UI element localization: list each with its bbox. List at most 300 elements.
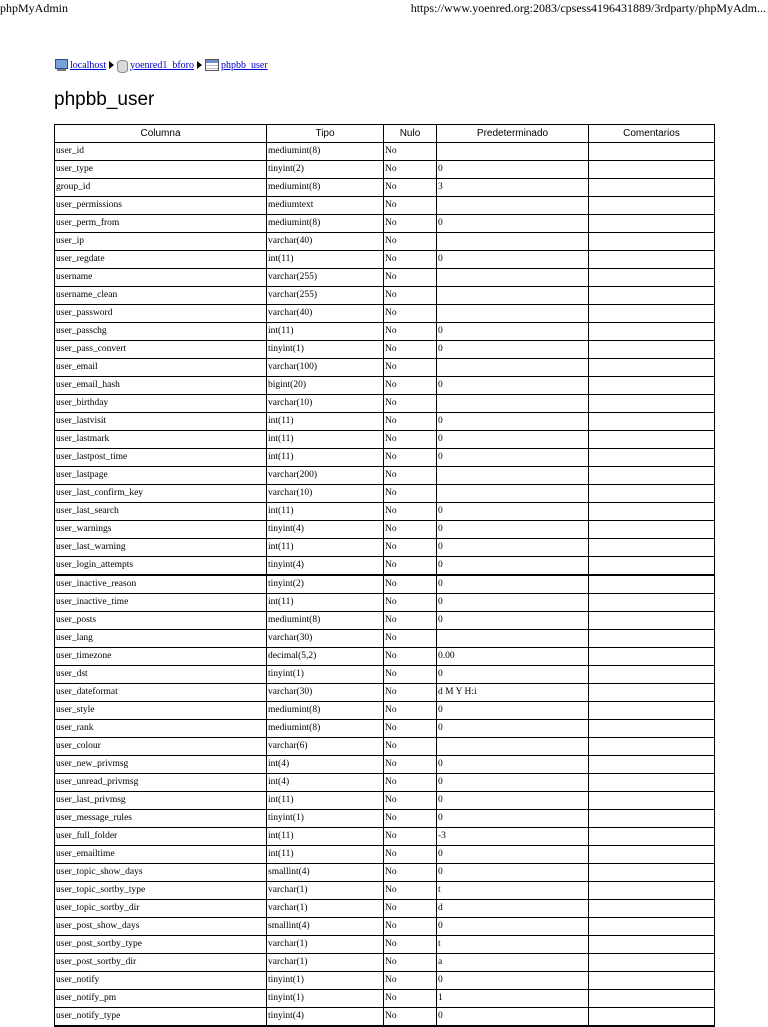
cell-columna: username_clean [55,287,267,305]
page-title: phpbb_user [54,89,155,110]
cell-tipo: int(4) [267,756,384,774]
cell-comentarios [589,377,715,395]
table-row [55,449,715,467]
cell-predeterminado: 0 [437,612,589,630]
cell-tipo: varchar(1) [267,936,384,954]
cell-tipo: int(11) [267,792,384,810]
cell-comentarios [589,936,715,954]
cell-comentarios [589,738,715,756]
header-nulo: Nulo [384,125,437,143]
cell-nulo: No [384,1008,437,1027]
cell-columna: user_notify_type [55,1008,267,1027]
cell-columna: user_warnings [55,521,267,539]
cell-tipo: tinyint(4) [267,1008,384,1027]
cell-comentarios [589,612,715,630]
cell-nulo: No [384,684,437,702]
cell-tipo: int(11) [267,323,384,341]
table-row [55,305,715,323]
cell-columna: user_password [55,305,267,323]
table-header-row [55,125,715,143]
cell-columna: user_post_show_days [55,918,267,936]
cell-nulo: No [384,431,437,449]
cell-comentarios [589,521,715,539]
cell-predeterminado: 0 [437,918,589,936]
cell-comentarios [589,431,715,449]
cell-columna: user_last_privmsg [55,792,267,810]
cell-nulo: No [384,359,437,377]
cell-comentarios [589,972,715,990]
cell-comentarios [589,774,715,792]
cell-tipo: mediumint(8) [267,179,384,197]
cell-nulo: No [384,630,437,648]
cell-columna: user_last_warning [55,539,267,557]
cell-comentarios [589,251,715,269]
cell-comentarios [589,792,715,810]
cell-comentarios [589,990,715,1008]
cell-tipo: tinyint(1) [267,666,384,684]
cell-nulo: No [384,900,437,918]
cell-columna: user_style [55,702,267,720]
table-row [55,377,715,395]
table-row [55,557,715,576]
cell-tipo: varchar(1) [267,882,384,900]
cell-tipo: int(11) [267,503,384,521]
table-row [55,612,715,630]
cell-nulo: No [384,774,437,792]
cell-nulo: No [384,864,437,882]
cell-columna: user_notify [55,972,267,990]
table-row [55,936,715,954]
table-row [55,179,715,197]
cell-comentarios [589,557,715,576]
table-row [55,810,715,828]
table-row [55,485,715,503]
cell-predeterminado: 0 [437,810,589,828]
cell-comentarios [589,179,715,197]
cell-tipo: int(11) [267,251,384,269]
cell-predeterminado [437,143,589,161]
cell-tipo: int(11) [267,828,384,846]
cell-nulo: No [384,179,437,197]
columns-table [54,124,715,1027]
cell-tipo: varchar(10) [267,395,384,413]
cell-predeterminado [437,630,589,648]
cell-tipo: mediumint(8) [267,702,384,720]
table-row [55,756,715,774]
cell-predeterminado: 0 [437,666,589,684]
cell-tipo: mediumint(8) [267,215,384,233]
cell-tipo: tinyint(1) [267,341,384,359]
cell-tipo: int(11) [267,539,384,557]
table-row [55,467,715,485]
cell-predeterminado: 0 [437,864,589,882]
cell-columna: user_lastvisit [55,413,267,431]
cell-predeterminado: 0 [437,251,589,269]
cell-columna: user_rank [55,720,267,738]
cell-tipo: int(11) [267,846,384,864]
cell-columna: user_lastpage [55,467,267,485]
cell-tipo: tinyint(4) [267,557,384,576]
cell-comentarios [589,954,715,972]
cell-columna: user_birthday [55,395,267,413]
cell-predeterminado: 0 [437,431,589,449]
cell-nulo: No [384,738,437,756]
cell-columna: user_lastpost_time [55,449,267,467]
cell-nulo: No [384,485,437,503]
cell-columna: user_permissions [55,197,267,215]
cell-predeterminado: 0 [437,792,589,810]
cell-columna: group_id [55,179,267,197]
cell-predeterminado [437,467,589,485]
cell-predeterminado: 0 [437,1008,589,1027]
cell-nulo: No [384,161,437,179]
breadcrumb-separator-icon [109,61,114,69]
cell-nulo: No [384,215,437,233]
cell-predeterminado: 0 [437,161,589,179]
breadcrumb-table-link[interactable]: phpbb_user [220,59,268,71]
cell-columna: user_post_sortby_dir [55,954,267,972]
cell-columna: user_emailtime [55,846,267,864]
cell-comentarios [589,720,715,738]
cell-columna: user_full_folder [55,828,267,846]
cell-comentarios [589,395,715,413]
cell-nulo: No [384,846,437,864]
cell-tipo: mediumint(8) [267,612,384,630]
table-row [55,395,715,413]
table-row [55,774,715,792]
cell-predeterminado: 0 [437,594,589,612]
table-row [55,900,715,918]
cell-predeterminado: t [437,882,589,900]
breadcrumb-separator-icon [197,61,202,69]
cell-tipo: tinyint(2) [267,575,384,594]
table-row [55,684,715,702]
cell-columna: user_timezone [55,648,267,666]
cell-tipo: varchar(255) [267,269,384,287]
table-row [55,882,715,900]
cell-nulo: No [384,810,437,828]
cell-columna: user_topic_sortby_dir [55,900,267,918]
cell-columna: user_passchg [55,323,267,341]
cell-predeterminado [437,485,589,503]
app-name: phpMyAdmin [0,1,69,15]
header-tipo: Tipo [267,125,384,143]
table-row [55,1008,715,1027]
page-url: https://www.yoenred.org:2083/cpsess4196431889/3rdparty/phpMyAdm... [410,1,766,15]
breadcrumb-server-link[interactable]: localhost [70,59,107,71]
cell-predeterminado: 0 [437,756,589,774]
table-row [55,738,715,756]
header-columna: Columna [55,125,267,143]
cell-predeterminado: 1 [437,990,589,1008]
cell-predeterminado: 0 [437,557,589,576]
cell-nulo: No [384,557,437,576]
table-row [55,792,715,810]
cell-columna: user_id [55,143,267,161]
cell-nulo: No [384,341,437,359]
table-row [55,359,715,377]
cell-nulo: No [384,954,437,972]
cell-columna: user_login_attempts [55,557,267,576]
table-row [55,666,715,684]
cell-predeterminado [437,269,589,287]
cell-nulo: No [384,756,437,774]
table-row [55,431,715,449]
cell-nulo: No [384,720,437,738]
cell-columna: username [55,269,267,287]
cell-comentarios [589,575,715,594]
breadcrumb [54,55,268,75]
cell-comentarios [589,918,715,936]
cell-comentarios [589,143,715,161]
cell-nulo: No [384,972,437,990]
cell-nulo: No [384,467,437,485]
cell-nulo: No [384,503,437,521]
cell-comentarios [589,233,715,251]
cell-comentarios [589,287,715,305]
cell-predeterminado [437,233,589,251]
cell-comentarios [589,1008,715,1027]
cell-columna: user_inactive_reason [55,575,267,594]
table-row [55,233,715,251]
cell-nulo: No [384,612,437,630]
table-row [55,413,715,431]
cell-tipo: varchar(1) [267,954,384,972]
cell-nulo: No [384,395,437,413]
cell-tipo: varchar(40) [267,233,384,251]
table-row [55,594,715,612]
cell-tipo: int(11) [267,413,384,431]
cell-predeterminado: 0 [437,774,589,792]
cell-comentarios [589,828,715,846]
cell-columna: user_email_hash [55,377,267,395]
cell-nulo: No [384,539,437,557]
table-row [55,521,715,539]
cell-comentarios [589,648,715,666]
cell-comentarios [589,594,715,612]
table-row [55,864,715,882]
cell-comentarios [589,846,715,864]
cell-predeterminado: -3 [437,828,589,846]
table-row [55,287,715,305]
header-comentarios: Comentarios [589,125,715,143]
cell-comentarios [589,539,715,557]
cell-predeterminado: 0 [437,972,589,990]
table-row [55,828,715,846]
cell-columna: user_pass_convert [55,341,267,359]
server-icon [54,59,68,71]
table-row [55,341,715,359]
cell-predeterminado: 0 [437,720,589,738]
cell-columna: user_perm_from [55,215,267,233]
cell-tipo: varchar(6) [267,738,384,756]
cell-tipo: varchar(30) [267,684,384,702]
cell-tipo: tinyint(1) [267,990,384,1008]
cell-nulo: No [384,287,437,305]
cell-nulo: No [384,702,437,720]
table-row [55,954,715,972]
cell-comentarios [589,666,715,684]
cell-comentarios [589,702,715,720]
table-row [55,972,715,990]
cell-nulo: No [384,449,437,467]
cell-predeterminado: 0 [437,377,589,395]
print-header [0,0,768,16]
cell-columna: user_inactive_time [55,594,267,612]
cell-columna: user_last_confirm_key [55,485,267,503]
cell-tipo: int(11) [267,449,384,467]
cell-tipo: tinyint(4) [267,521,384,539]
cell-predeterminado [437,197,589,215]
cell-predeterminado: 0 [437,215,589,233]
cell-comentarios [589,684,715,702]
cell-comentarios [589,449,715,467]
cell-comentarios [589,467,715,485]
cell-predeterminado: 0 [437,521,589,539]
cell-comentarios [589,197,715,215]
cell-comentarios [589,305,715,323]
cell-columna: user_email [55,359,267,377]
cell-predeterminado: 0 [437,413,589,431]
table-row [55,575,715,594]
cell-comentarios [589,900,715,918]
cell-columna: user_lang [55,630,267,648]
cell-nulo: No [384,413,437,431]
cell-comentarios [589,630,715,648]
cell-nulo: No [384,828,437,846]
table-row [55,251,715,269]
cell-comentarios [589,882,715,900]
table-row [55,503,715,521]
cell-tipo: smallint(4) [267,918,384,936]
cell-tipo: tinyint(1) [267,972,384,990]
table-row [55,630,715,648]
cell-predeterminado [437,305,589,323]
cell-predeterminado: 0.00 [437,648,589,666]
cell-nulo: No [384,918,437,936]
cell-nulo: No [384,594,437,612]
cell-nulo: No [384,666,437,684]
cell-predeterminado: t [437,936,589,954]
cell-nulo: No [384,233,437,251]
breadcrumb-database-link[interactable]: yoenred1_bforo [130,59,194,71]
cell-tipo: varchar(40) [267,305,384,323]
cell-columna: user_dateformat [55,684,267,702]
cell-predeterminado: 0 [437,575,589,594]
cell-columna: user_post_sortby_type [55,936,267,954]
cell-columna: user_new_privmsg [55,756,267,774]
cell-nulo: No [384,990,437,1008]
cell-tipo: decimal(5,2) [267,648,384,666]
cell-comentarios [589,323,715,341]
cell-predeterminado: 0 [437,846,589,864]
cell-comentarios [589,864,715,882]
cell-comentarios [589,485,715,503]
cell-comentarios [589,215,715,233]
cell-nulo: No [384,143,437,161]
cell-columna: user_last_search [55,503,267,521]
table-row [55,323,715,341]
cell-predeterminado: 0 [437,503,589,521]
cell-tipo: varchar(30) [267,630,384,648]
cell-predeterminado: 0 [437,539,589,557]
cell-nulo: No [384,648,437,666]
database-icon [117,59,128,72]
cell-columna: user_message_rules [55,810,267,828]
cell-tipo: mediumint(8) [267,143,384,161]
table-row [55,161,715,179]
cell-columna: user_posts [55,612,267,630]
cell-nulo: No [384,305,437,323]
table-body [55,143,715,1027]
cell-predeterminado: 3 [437,179,589,197]
cell-predeterminado: d M Y H:i [437,684,589,702]
cell-nulo: No [384,269,437,287]
cell-nulo: No [384,197,437,215]
cell-tipo: varchar(255) [267,287,384,305]
cell-comentarios [589,503,715,521]
cell-nulo: No [384,251,437,269]
cell-tipo: int(11) [267,594,384,612]
cell-tipo: varchar(100) [267,359,384,377]
cell-comentarios [589,161,715,179]
cell-columna: user_unread_privmsg [55,774,267,792]
cell-tipo: mediumint(8) [267,720,384,738]
cell-predeterminado: d [437,900,589,918]
cell-predeterminado [437,287,589,305]
cell-tipo: varchar(10) [267,485,384,503]
table-row [55,918,715,936]
cell-predeterminado [437,359,589,377]
table-row [55,215,715,233]
cell-columna: user_type [55,161,267,179]
table-row [55,197,715,215]
table-row [55,143,715,161]
cell-tipo: int(4) [267,774,384,792]
cell-tipo: bigint(20) [267,377,384,395]
cell-comentarios [589,341,715,359]
table-icon [205,59,219,71]
cell-comentarios [589,756,715,774]
cell-nulo: No [384,575,437,594]
cell-nulo: No [384,882,437,900]
cell-comentarios [589,810,715,828]
cell-predeterminado: a [437,954,589,972]
cell-comentarios [589,359,715,377]
cell-nulo: No [384,936,437,954]
cell-nulo: No [384,323,437,341]
cell-nulo: No [384,521,437,539]
cell-tipo: smallint(4) [267,864,384,882]
table-row [55,990,715,1008]
table-row [55,702,715,720]
table-row [55,539,715,557]
header-predeterminado: Predeterminado [437,125,589,143]
cell-tipo: varchar(200) [267,467,384,485]
cell-predeterminado [437,395,589,413]
table-row [55,648,715,666]
cell-comentarios [589,413,715,431]
cell-tipo: varchar(1) [267,900,384,918]
table-row [55,269,715,287]
cell-comentarios [589,269,715,287]
cell-nulo: No [384,792,437,810]
table-row [55,846,715,864]
table-row [55,720,715,738]
cell-predeterminado [437,738,589,756]
cell-columna: user_dst [55,666,267,684]
cell-tipo: tinyint(2) [267,161,384,179]
